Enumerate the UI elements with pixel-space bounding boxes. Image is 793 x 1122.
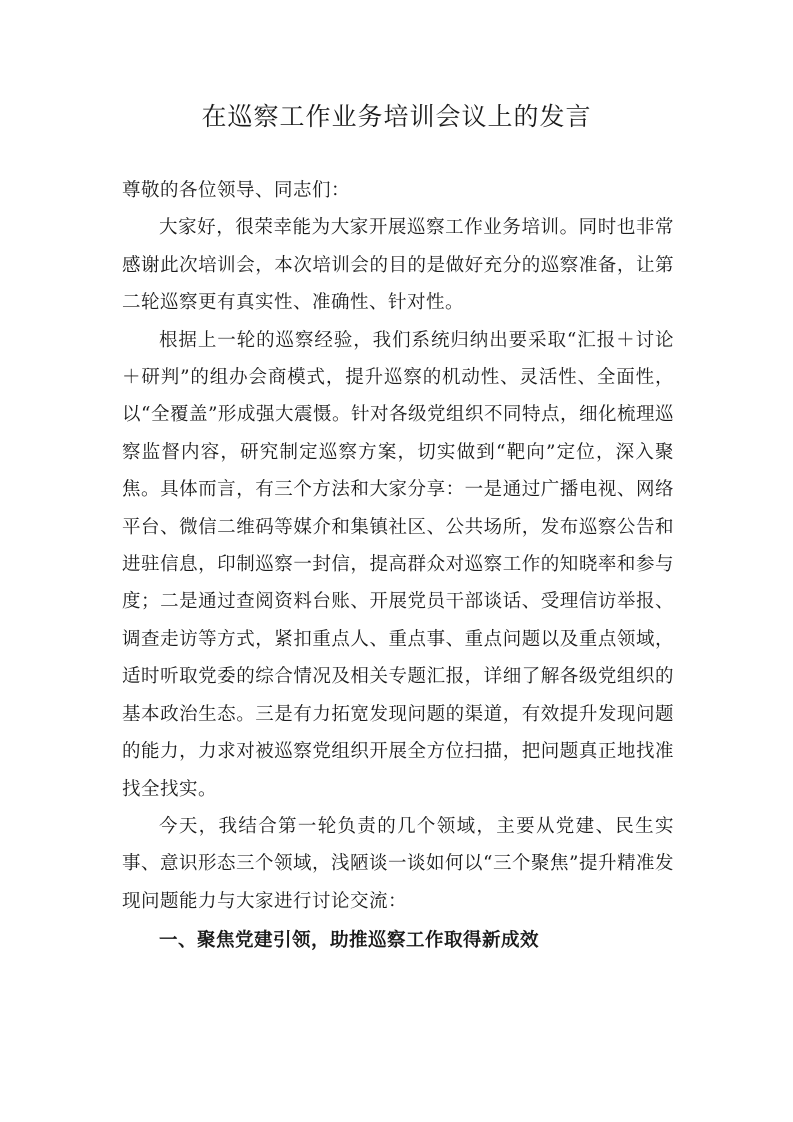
document-body (122, 172, 674, 960)
section-heading-1: 一、聚焦党建引领，助推巡察工作取得新成效 (159, 930, 540, 952)
document-title: 在巡察工作业务培训会议上的发言 (201, 102, 592, 131)
salutation: 尊敬的各位领导、同志们： (122, 180, 351, 201)
paragraph-3: 今天，我结合第一轮负责的几个领域，主要从党建、民生实事、意识形态三个领域，浅陋谈一谈如何以“三个聚焦”提升精准发现问题能力与大家进行讨论交流： (122, 815, 674, 912)
paragraph-2: 根据上一轮的巡察经验，我们系统归纳出要采取“汇报＋讨论＋研判”的组办会商模式，提升巡察的机动性、灵活性、全面性，以“全覆盖”形成强大震慑。针对各级党组织不同特点，细化梳理巡察监督内容，研究制定巡察方案，切实做到“靶向”定位，深入聚焦。具体而言，有三个方法和大家分享：一是通过广播电视、网络平台、微信二维码等媒介和集镇社区、公共场所，发布巡察公告和进驻信息，印制巡察一封信，提高群众对巡察工作的知晓率和参与度；二是通过查阅资料台账、开展党员干部谈话、受理信访举报、调查走访等方式，紧扣重点人、重点事、重点问题以及重点领域，适时听取党委的综合情况及相关专题汇报，详细了解各级党组织的基本政治生态。三是有力拓宽发现问题的渠道，有效提升发现问题的能力，力求对被巡察党组织开展全方位扫描，把问题真正地找准找全找实。 (122, 329, 674, 800)
paragraph-1: 大家好，很荣幸能为大家开展巡察工作业务培训。同时也非常感谢此次培训会，本次培训会的目的是做好充分的巡察准备，让第二轮巡察更有真实性、准确性、针对性。 (122, 217, 674, 314)
